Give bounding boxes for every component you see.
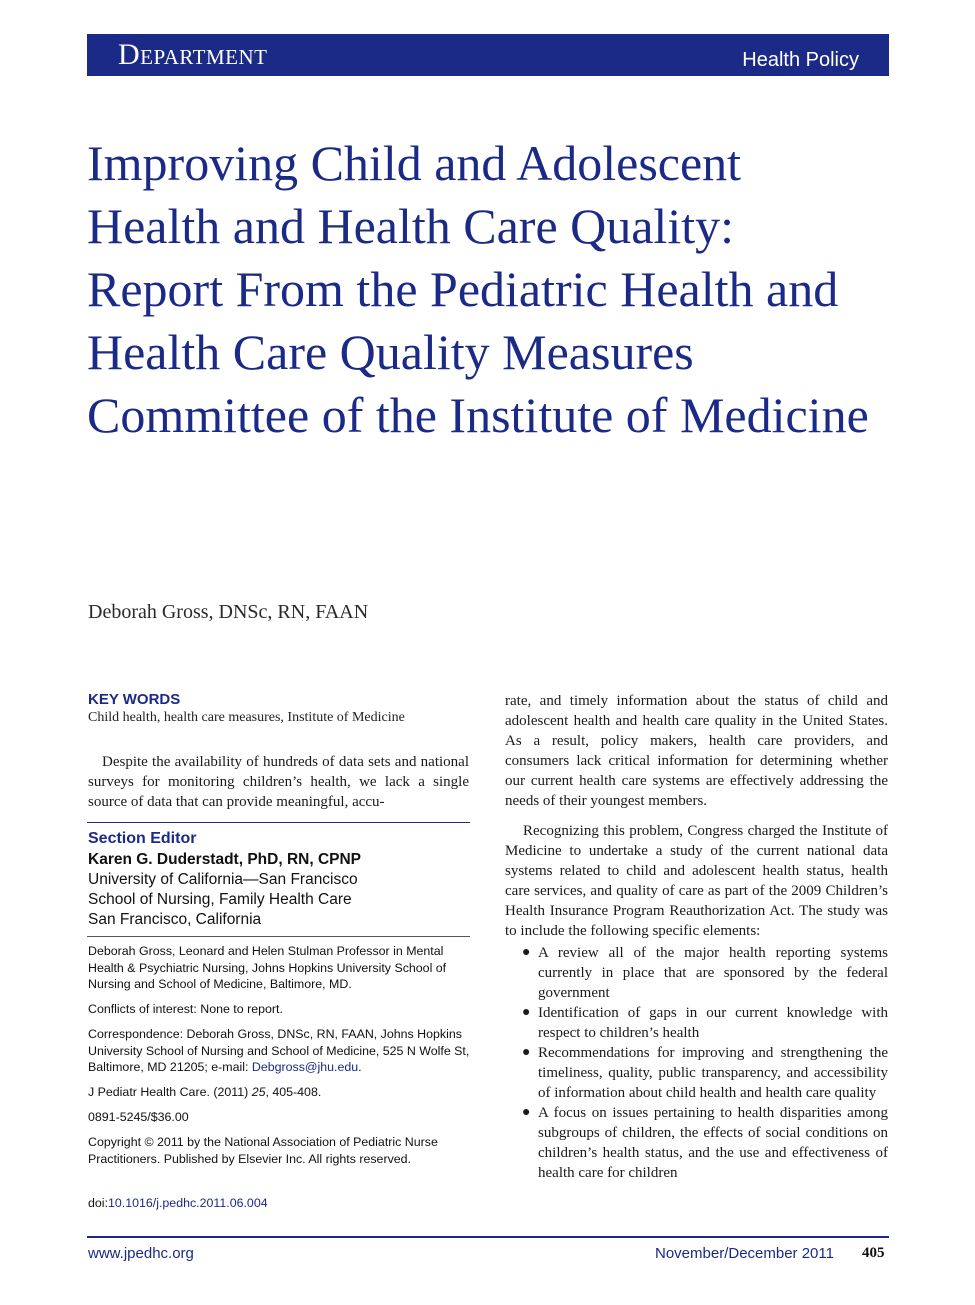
keywords-text: Child health, health care measures, Institute of Medicine — [88, 710, 405, 725]
email-link[interactable]: Debgross@jhu.edu — [251, 1060, 359, 1075]
copyright-note: Copyright © 2011 by the National Association of Pediatric Nurse Practitioners. Published by Elsevier Inc. All rights reserved. — [88, 1135, 438, 1166]
journal-url-link[interactable]: www.jpedhc.org — [88, 1245, 194, 1262]
section-editor-block — [88, 850, 361, 930]
section-editor-affiliation-1: University of California—San Francisco — [88, 871, 358, 888]
section-editor-heading: Section Editor — [88, 830, 197, 847]
correspondence-note — [88, 1026, 472, 1076]
citation-journal: J Pediatr Health Care. (2011) — [88, 1085, 252, 1099]
list-item-text: Identification of gaps in our current knowledge with respect to children’s health — [538, 1005, 888, 1041]
keywords-heading: KEY WORDS — [88, 691, 181, 708]
citation-volume: 25 — [251, 1085, 266, 1099]
right-paragraph-2: Recognizing this problem, Congress charged the Institute of Medicine to undertake a study of the current national data systems related to child and adolescent health status, health care services, and quality of care as part of the 2009 Children’s Health Insurance Program Reauthorization Act. The study was to include the following specific elements: — [505, 823, 888, 939]
bullet-icon: ● — [522, 1105, 531, 1120]
conflicts-note: Conflicts of interest: None to report. — [88, 1002, 283, 1016]
list-item-text: Recommendations for improving and strengthening the timeliness, quality, public transparency, and accessibility of information about child health and health care quality — [538, 1045, 888, 1101]
bullet-icon: ● — [522, 1045, 531, 1060]
section-editor-affiliation-2: School of Nursing, Family Health Care — [88, 891, 352, 908]
section-editor-rule — [87, 822, 470, 823]
list-item — [505, 1103, 888, 1183]
bullet-icon: ● — [522, 945, 531, 960]
department-label: Department — [118, 38, 268, 71]
list-item-text: A review all of the major health reporting systems currently in place that are sponsored by the federal government — [538, 945, 888, 1001]
section-topic-label: Health Policy — [742, 49, 859, 71]
page-number: 405 — [862, 1245, 885, 1261]
issue-date: November/December 2011 — [655, 1245, 834, 1262]
list-item — [505, 943, 888, 1003]
doi-label: doi: — [88, 1196, 108, 1210]
issn-note: 0891-5245/$36.00 — [88, 1110, 189, 1124]
study-elements-list — [505, 943, 888, 1183]
list-item-text: A focus on issues pertaining to health disparities among subgroups of children, the effects of social conditions on children’s health status, and the use and effectiveness of health care for children — [538, 1105, 888, 1181]
list-item — [505, 1043, 888, 1103]
article-title: Improving Child and Adolescent Health and Health Care Quality: Report From the Pediatric Health and Health Care Quality Measures Committee of the Institute of Medicine — [87, 135, 869, 443]
intro-paragraph — [88, 752, 469, 812]
intro-text: Despite the availability of hundreds of data sets and national surveys for monitoring children’s health, we lack a single source of data that can provide meaningful, accu- — [88, 754, 469, 810]
section-editor-affiliation-3: San Francisco, California — [88, 911, 262, 928]
correspondence-text: Correspondence: Deborah Gross, DNSc, RN, FAAN, Johns Hopkins University School of Nursing and School of Medicine, 525 N Wolfe St, Baltimore, MD 21205; e-mail: — [88, 1027, 470, 1075]
list-item — [505, 1003, 888, 1043]
bullet-icon: ● — [522, 1005, 531, 1020]
footer-rule — [87, 1236, 889, 1238]
section-editor-name: Karen G. Duderstadt, PhD, RN, CPNP — [88, 851, 362, 868]
correspondence-end: . — [358, 1060, 362, 1075]
right-paragraph-1: rate, and timely information about the status of child and adolescent health and health care quality in the United States. As a result, policy makers, health care providers, and consumers lack critical information for determining whether our current health care systems are effectively addressing the needs of their youngest members. — [505, 693, 888, 809]
right-column — [505, 691, 888, 1183]
citation-note — [88, 1084, 472, 1101]
citation-pages: , 405-408. — [265, 1085, 322, 1099]
author-affiliation-note: Deborah Gross, Leonard and Helen Stulman Professor in Mental Health & Psychiatric Nursing, Johns Hopkins University School of Nursing and School of Medicine, Baltimore, MD. — [88, 944, 447, 992]
article-author: Deborah Gross, DNSc, RN, FAAN — [88, 601, 369, 623]
doi-note — [88, 1195, 472, 1212]
doi-link[interactable]: 10.1016/j.pedhc.2011.06.004 — [107, 1196, 268, 1210]
notes-rule — [87, 936, 470, 937]
